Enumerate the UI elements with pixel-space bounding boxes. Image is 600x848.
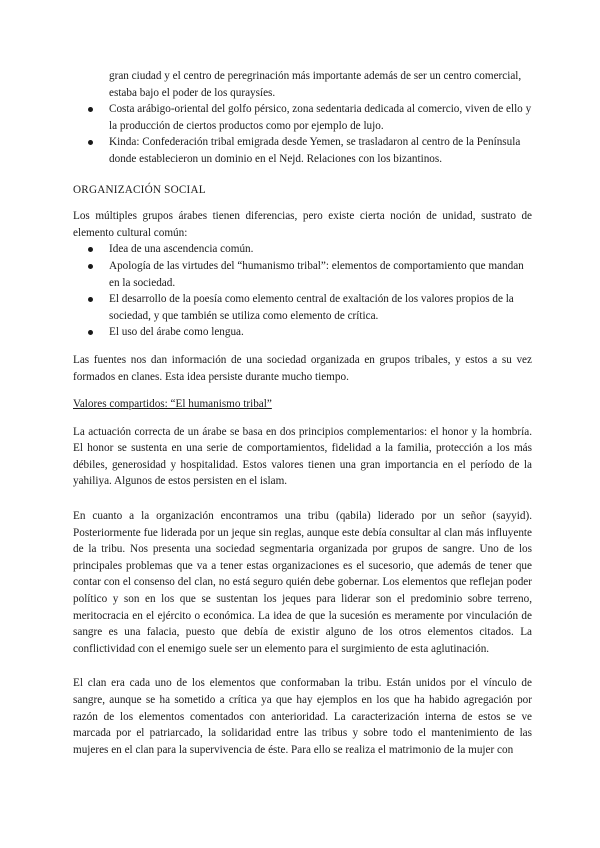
list-item: Costa arábigo-oriental del golfo pérsico, zona sedentaria dedicada al comercio, viven de ello y la producción de ciertos productos como por ejemplo de lujo.	[73, 101, 532, 134]
subsection-heading: Valores compartidos: “El humanismo tribal”	[73, 398, 272, 411]
bullet-icon	[88, 330, 93, 335]
list-item: El desarrollo de la poesía como elemento central de exaltación de los valores propios de la sociedad, y que también se utiliza como elemento de crítica.	[73, 291, 532, 324]
list-item: Apología de las virtudes del “humanismo tribal”: elementos de comportamiento que mandan en la sociedad.	[73, 258, 532, 291]
section-summary: Las fuentes nos dan información de una sociedad organizada en grupos tribales, y estos a su vez formados en clanes. Esta idea persiste durante mucho tiempo.	[73, 353, 532, 383]
section-heading: ORGANIZACIÓN SOCIAL	[73, 183, 206, 196]
paragraph: El clan era cada uno de los elementos que conformaban la tribu. Están unidos por el vínculo de sangre, aunque se ha sometido a crítica ya que hay ejemplos en los que ha habido agregación por razón de los elementos comentados con anterioridad. La caracterización interna de estos se ve marcada por el patriarcado, la solidaridad entre las tribus y sobre todo el mantenimiento de las mujeres en el clan para la supervivencia de éste. Para ello se realiza el matrimonio de la mujer con	[73, 677, 532, 756]
bullet-icon	[88, 140, 93, 145]
bullet-icon	[88, 297, 93, 302]
list-continuation: gran ciudad y el centro de peregrinación más importante además de ser un centro comercial, estaba bajo el poder de los quraysíes.	[109, 70, 522, 99]
bullet-icon	[88, 107, 93, 112]
unity-list	[73, 241, 532, 341]
list-item: El uso del árabe como lengua.	[73, 324, 532, 341]
list-item: Idea de una ascendencia común.	[73, 241, 532, 258]
page-content	[73, 68, 532, 758]
region-list	[73, 101, 532, 167]
list-item: Kinda: Confederación tribal emigrada desde Yemen, se trasladaron al centro de la Península donde establecieron un dominio en el Nejd. Relaciones con los bizantinos.	[73, 134, 532, 167]
bullet-icon	[88, 264, 93, 269]
paragraph: La actuación correcta de un árabe se basa en dos principios complementarios: el honor y la hombría. El honor se sustenta en una serie de comportamientos, fidelidad a la familia, protección a los más débiles, generosidad y hospitalidad. Estos valores tienen una gran importancia en el período de la yahiliya. Algunos de estos persisten en el islam.	[73, 425, 532, 488]
paragraph: En cuanto a la organización encontramos una tribu (qabila) liderado por un señor (sayyid). Posteriormente fue liderada por un jeque sin reglas, aunque este debía consultar al clan más influyente de la tribu. Nos presenta una sociedad segmentaria organizada por grupos de sangre. Uno de los principales problemas que va a tener estas organizaciones es el sucesorio, que además de tener que contar con el consenso del clan, no está seguro quién debe gobernar. Los elementos que reflejan poder político y son en los que se sustentan los jeques para liderar son el predominio sobre terreno, meritocracia en el ejército o económica. La idea de que la sucesión es meramente por vinculación de sangre es una falacia, puesto que debía de existir alguno de los otros elementos citados. La conflictividad con el enemigo suele ser un elemento para el surgimiento de esta aglutinación.	[73, 510, 532, 655]
bullet-icon	[88, 247, 93, 252]
section-intro: Los múltiples grupos árabes tienen diferencias, pero existe cierta noción de unidad, sustrato de elemento cultural común:	[73, 210, 532, 239]
